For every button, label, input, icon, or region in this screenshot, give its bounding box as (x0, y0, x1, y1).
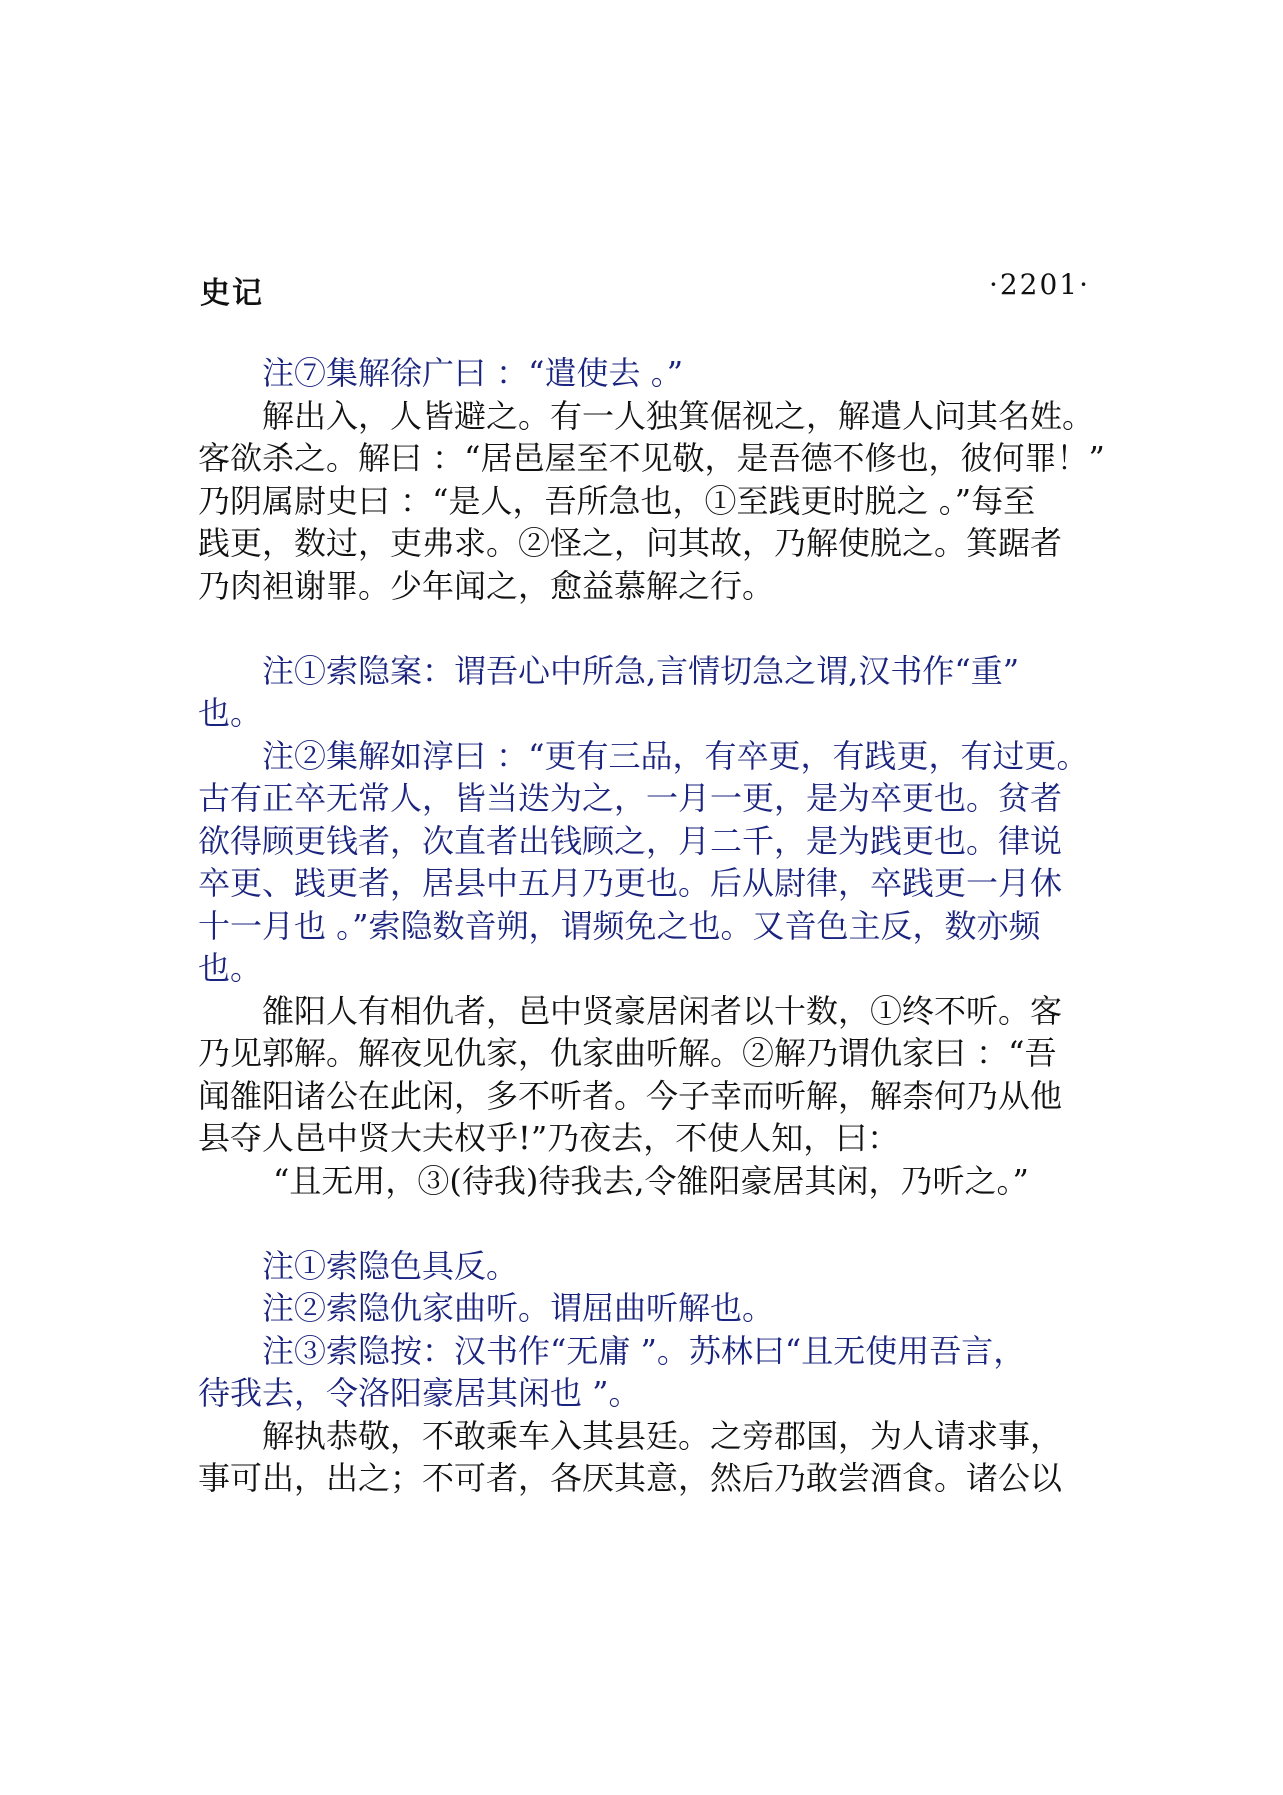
book-title: 史记 (200, 276, 264, 311)
annotation-line: 待我去，令洛阳豪居其闲也 ”。 (198, 1374, 641, 1412)
annotation-line: 也。 (198, 949, 263, 987)
text-line: 乃见郭解。解夜见仇家，仇家曲听解。②解乃谓仇家曰 ：“吾 (198, 1034, 1057, 1072)
annotation-line: 注①索隐色具反。 (262, 1246, 519, 1285)
text-line: 雒阳人有相仇者，邑中贤豪居闲者以十数，①终不听。客 (262, 991, 1063, 1030)
paragraph-gap (198, 607, 1098, 650)
page-number: ·2201· (988, 268, 1090, 301)
annotation-line: 卒更、践更者，居县中五月乃更也。后从尉律，卒践更一月休 (198, 864, 1063, 902)
text-line: 解出入，人皆避之。有一人独箕倨视之，解遣人问其名姓。 (262, 396, 1095, 435)
text-line: 事可出，出之；不可者，各厌其意，然后乃敢尝酒食。诸公以 (198, 1459, 1063, 1497)
annotation-line: 注②索隐仇家曲听。谓屈曲听解也。 (262, 1289, 775, 1327)
annotation-line: 古有正卒无常人，皆当迭为之，一月一更，是为卒更也。贫者 (198, 779, 1063, 817)
text-paragraph (198, 1415, 1098, 1500)
text-line: 县夺人邑中贤大夫权乎!”乃夜去，不使人知，曰： (198, 1119, 900, 1157)
text-paragraph (198, 395, 1105, 608)
annotation-block (198, 650, 1098, 990)
annotation-line: 注①索隐案：谓吾心中所急,言情切急之谓,汉书作“重” (262, 651, 1020, 690)
annotation-line: 也。 (198, 694, 263, 732)
annotation-line: 注②集解如淳曰 ：“更有三品，有卒更，有践更，有过更。 (262, 736, 1089, 775)
page-header (200, 268, 1090, 311)
text-line: 乃肉袒谢罪。少年闻之，愈益慕解之行。 (198, 566, 775, 605)
text-line: “且无用，③(待我)待我去,令雒阳豪居其闲，乃听之。” (273, 1161, 1029, 1200)
annotation-block (198, 1245, 1098, 1415)
text-line: 闻雒阳诸公在此闲，多不听者。今子幸而听解，解柰何乃从他 (198, 1076, 1063, 1115)
annotation-line: 欲得顾更钱者，次直者出钱顾之，月二千，是为践更也。律说 (198, 821, 1063, 860)
text-line: 客欲杀之。解曰 ：“居邑屋至不见敬，是吾德不修也，彼何罪！” (198, 439, 1105, 477)
annotation-line: 注⑦集解徐广曰 ：“遣使去 。” (262, 354, 684, 392)
annotation-line: 十一月也 。”索隐数音朔，谓频免之也。又音色主反，数亦频 (198, 906, 1041, 945)
annotation-line: 注③索隐按：汉书作“无庸 ”。苏林曰“且无使用吾言， (262, 1331, 1026, 1370)
page-content (198, 352, 1105, 1500)
paragraph-gap (198, 1202, 1098, 1245)
text-line: 解执恭敬，不敢乘车入其县廷。之旁郡国，为人请求事， (262, 1416, 1063, 1455)
text-paragraph (198, 990, 1098, 1203)
text-line: 践更，数过，吏弗求。②怪之，问其故，乃解使脱之。箕踞者 (198, 524, 1063, 562)
annotation-block (198, 352, 1098, 395)
text-line: 乃阴属尉史曰 ：“是人，吾所急也，①至践更时脱之 。”每至 (198, 481, 1036, 520)
